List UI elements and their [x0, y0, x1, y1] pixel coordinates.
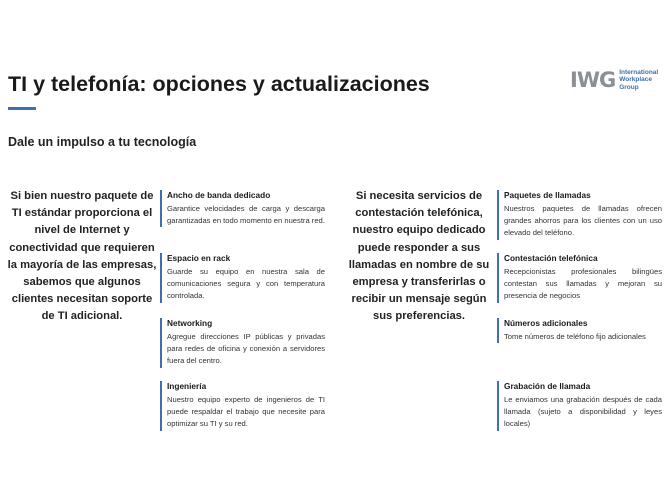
phone-feature-answering — [497, 253, 662, 303]
logo-mark: IWG — [570, 67, 616, 92]
feature-title: Números adicionales — [504, 318, 588, 328]
feature-description: Garantice velocidades de carga y descarga garantizadas en todo momento en nuestra red. — [167, 204, 325, 226]
feature-title: Networking — [167, 318, 213, 328]
it-intro: Si bien nuestro paquete de TI estándar proporciona el nivel de Internet y conectividad que requieren la mayoría de las empresas, sabemos que algunos clientes necesitan soporte de TI adicional. — [7, 190, 157, 323]
feature-description: Le enviamos una grabación después de cada llamada (sujeto a disponibilidad y leyes locales) — [504, 395, 662, 429]
title-underline — [8, 107, 36, 110]
phone-intro: Si necesita servicios de contestación telefónica, nuestro equipo dedicado puede responder a sus llamadas en nombre de su empresa y transferirlas o recibir un mensaje según sus preferencias. — [348, 190, 490, 323]
feature-title: Espacio en rack — [167, 253, 231, 263]
it-feature-engineering — [160, 381, 325, 431]
phone-feature-call-recording — [497, 381, 662, 431]
feature-description: Tome números de teléfono fijo adicionales — [504, 332, 646, 341]
feature-description: Guarde su equipo en nuestra sala de comunicaciones segura y con temperatura controlada. — [167, 267, 325, 301]
feature-description: Nuestro equipo experto de ingenieros de TI puede respaldar el trabajo que necesite para optimizar su TI y su red. — [167, 395, 325, 429]
feature-title: Contestación telefónica — [504, 253, 598, 263]
page-title: TI y telefonía: opciones y actualizaciones — [8, 72, 430, 96]
it-feature-bandwidth — [160, 190, 325, 227]
phone-feature-call-packages — [497, 190, 662, 240]
logo-text: International Workplace Group — [619, 68, 659, 91]
feature-title: Grabación de llamada — [504, 381, 591, 391]
feature-title: Paquetes de llamadas — [504, 190, 591, 200]
phone-feature-additional-numbers — [497, 318, 662, 343]
feature-title: Ingeniería — [167, 381, 207, 391]
iwg-logo — [570, 67, 662, 93]
feature-description: Recepcionistas profesionales bilingües contestan sus llamadas y mejoran su presencia de negocios — [504, 267, 662, 301]
feature-title: Ancho de banda dedicado — [167, 190, 271, 200]
feature-description: Nuestros paquetes de llamadas ofrecen grandes ahorros para los clientes con un uso elevado del teléfono. — [504, 204, 662, 238]
it-feature-networking — [160, 318, 325, 368]
it-feature-rack — [160, 253, 325, 303]
feature-description: Agregue direcciones IP públicas y privadas para redes de oficina y conexión a servidores fuera del centro. — [167, 332, 325, 366]
page-subtitle: Dale un impulso a tu tecnología — [8, 135, 197, 149]
